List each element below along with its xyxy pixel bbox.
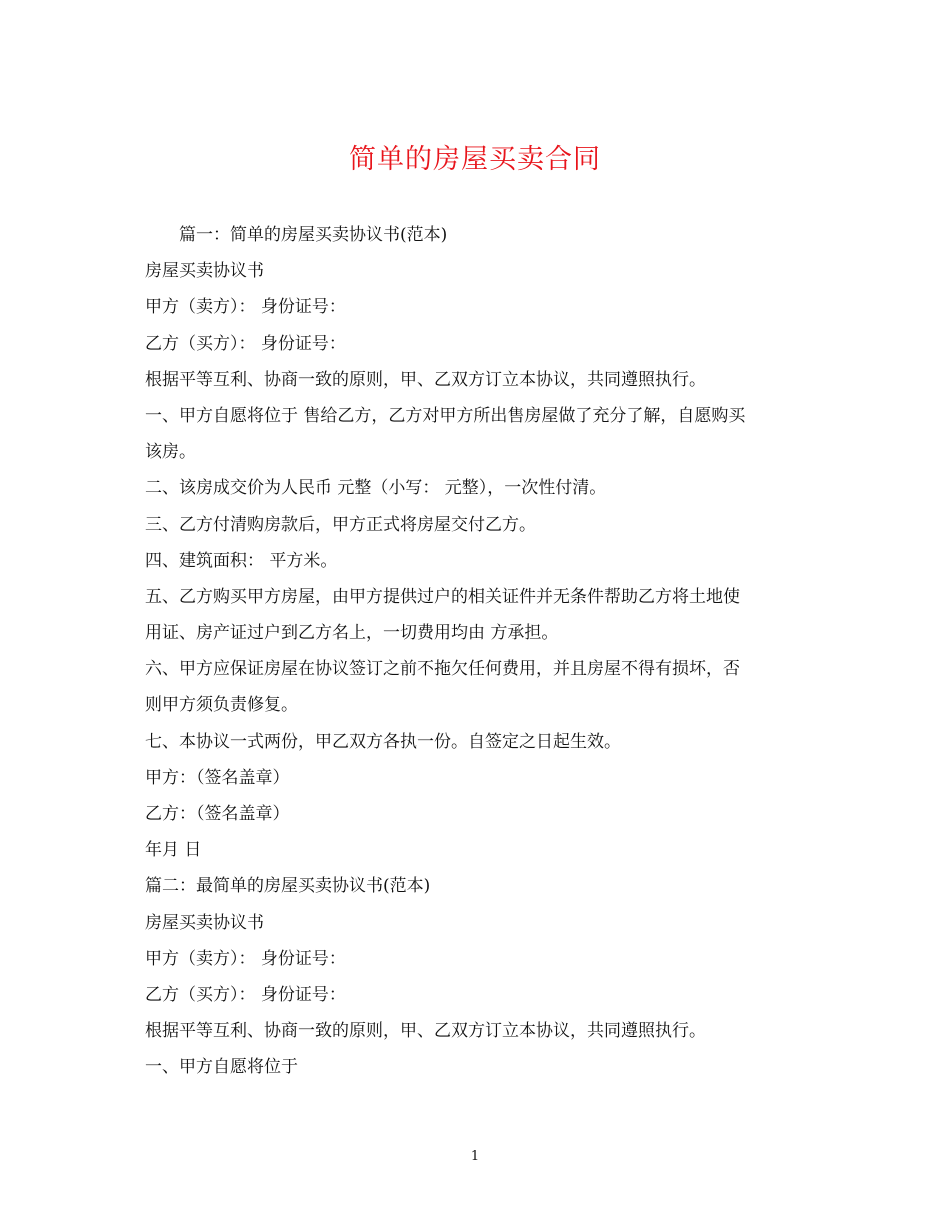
clause-1-continued: 该房。 (145, 442, 196, 463)
party-b-line: 乙方（买方）： 身份证号： (145, 333, 346, 354)
party-a-line: 甲方（卖方）： 身份证号： (145, 297, 346, 318)
document-body (145, 217, 810, 1086)
document-title: 简单的房屋买卖合同 (349, 144, 601, 175)
clause-2-line: 二、该房成交价为人民币 元整（小写： 元整），一次性付清。 (145, 478, 607, 499)
agreement-heading-2: 房屋买卖协议书 (145, 912, 264, 933)
party-a-line-2: 甲方（卖方）： 身份证号： (145, 948, 346, 969)
principle-line-2: 根据平等互利、协商一致的原则，甲、乙双方订立本协议，共同遵照执行。 (145, 1021, 706, 1042)
section-heading-2: 篇二：最简单的房屋买卖协议书(范本) (145, 876, 431, 897)
signature-party-a: 甲方：（签名盖章） (145, 767, 290, 788)
clause-4-line: 四、建筑面积： 平方米。 (145, 550, 338, 571)
clause-1-line-2: 一、甲方自愿将位于 (145, 1057, 298, 1078)
section-heading-1: 篇一：简单的房屋买卖协议书(范本) (179, 225, 448, 245)
clause-5-line: 五、乙方购买甲方房屋，由甲方提供过户的相关证件并无条件帮助乙方将土地使 (145, 586, 740, 607)
clause-6-line: 六、甲方应保证房屋在协议签订之前不拖欠任何费用，并且房屋不得有损坏，否 (145, 659, 740, 680)
clause-7-line: 七、本协议一式两份，甲乙双方各执一份。自签定之日起生效。 (145, 731, 621, 752)
clause-3-line: 三、乙方付清购房款后，甲方正式将房屋交付乙方。 (145, 514, 536, 535)
clause-5-continued: 用证、房产证过户到乙方名上，一切费用均由 方承担。 (145, 623, 559, 644)
date-line: 年月 日 (145, 840, 202, 861)
principle-line: 根据平等互利、协商一致的原则，甲、乙双方订立本协议，共同遵照执行。 (145, 369, 706, 390)
clause-6-continued: 则甲方须负责修复。 (145, 695, 298, 716)
page-number: 1 (470, 1149, 480, 1164)
signature-party-b: 乙方：（签名盖章） (145, 804, 290, 824)
agreement-heading: 房屋买卖协议书 (145, 261, 264, 282)
party-b-line-2: 乙方（买方）： 身份证号： (145, 984, 346, 1005)
clause-1-line: 一、甲方自愿将位于 售给乙方，乙方对甲方所出售房屋做了充分了解，自愿购买 (145, 405, 746, 426)
